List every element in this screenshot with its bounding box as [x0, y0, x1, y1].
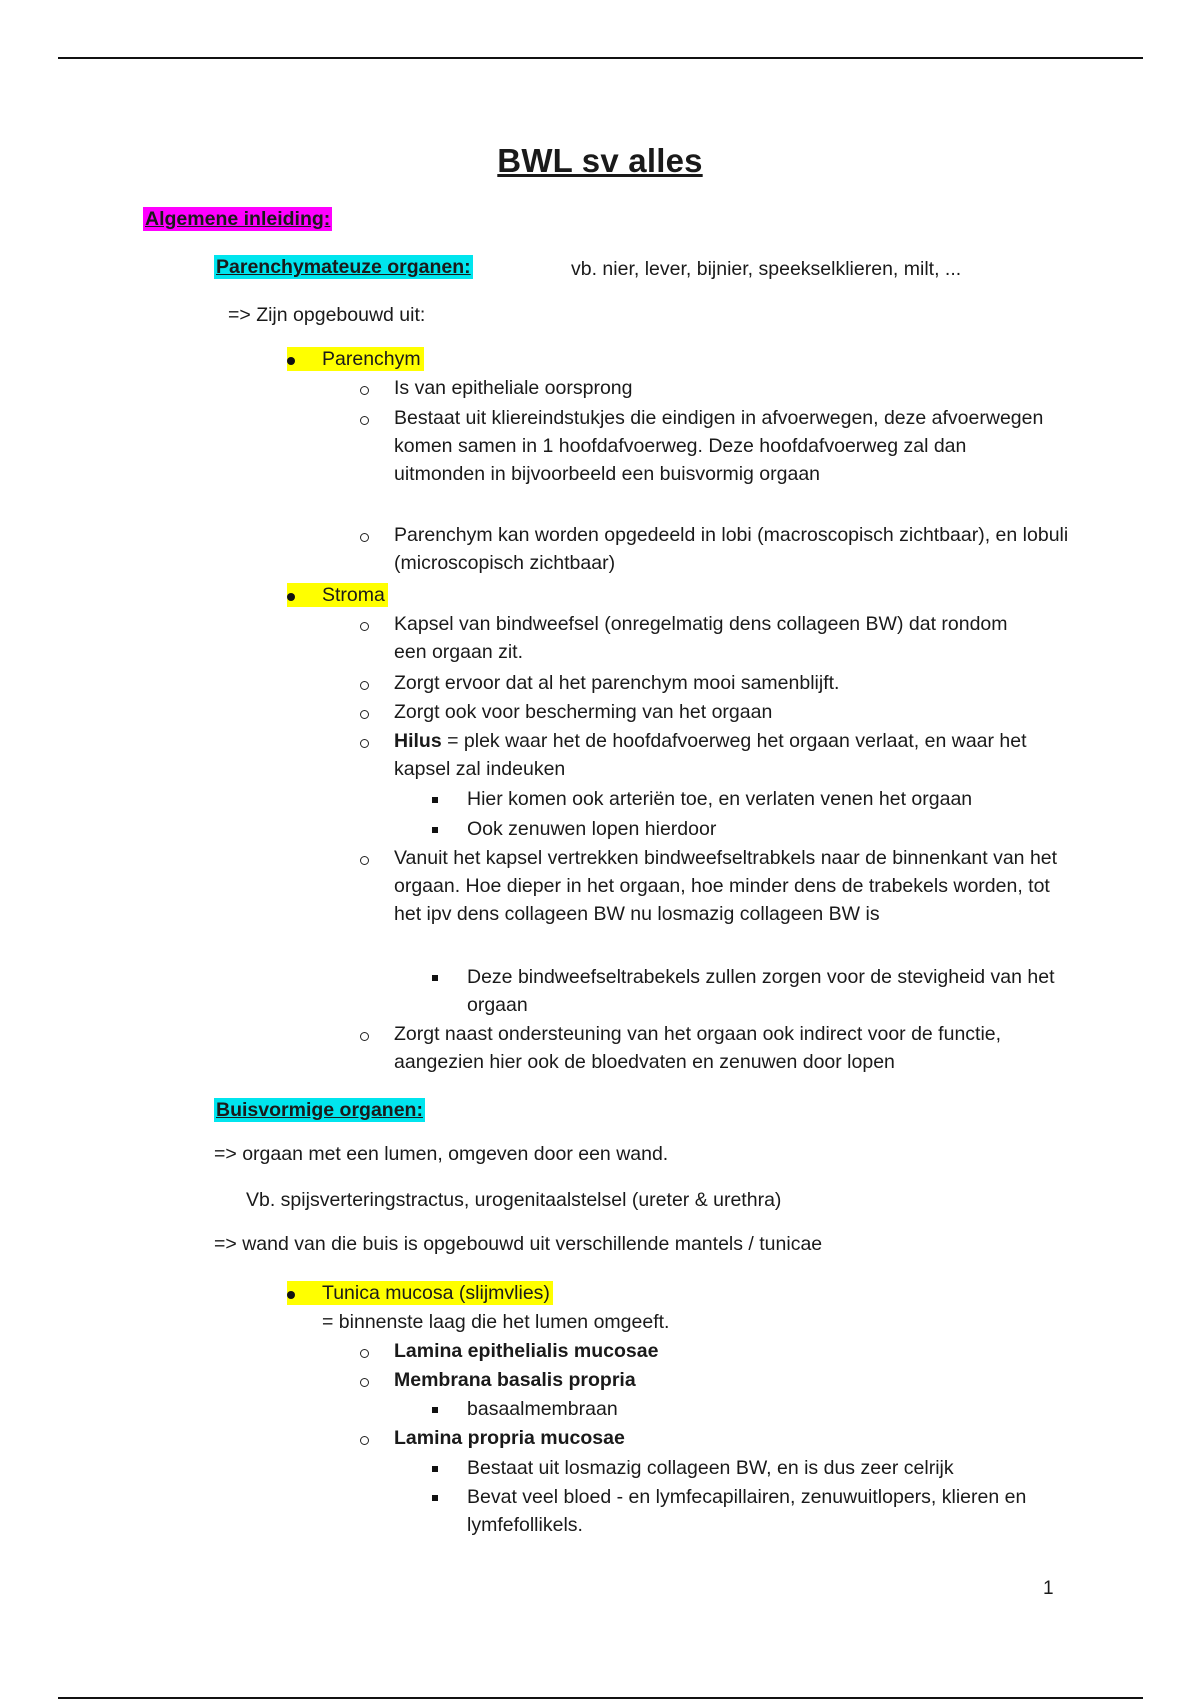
parenchym-item: Is van epitheliale oorsprong — [394, 377, 633, 399]
heading-parenchymatous — [214, 256, 473, 279]
heading-parenchymatous-text: Parenchymateuze organen: — [216, 256, 471, 278]
tubular-wall-text: => wand van die buis is opgebouwd uit verschillende mantels / tunicae — [214, 1233, 823, 1255]
lamina-propria: Lamina propria mucosae — [394, 1427, 625, 1449]
footer-rule — [58, 1697, 1143, 1699]
mucosa-label-text: Tunica mucosa (slijmvlies) — [287, 1281, 553, 1305]
bullet-circle — [360, 1378, 369, 1387]
membrana-basalis: Membrana basalis propria — [394, 1369, 636, 1391]
stroma-item: Zorgt ook voor bescherming van het orgaan — [394, 701, 773, 723]
parenchym-label-text: Parenchym — [287, 347, 424, 371]
bullet-dot — [287, 357, 295, 365]
stroma-item: Kapsel van bindweefsel (onregelmatig dens collageen BW) dat rondom een orgaan zit. — [394, 613, 1008, 663]
bullet-dot — [287, 1291, 295, 1299]
parenchym-label — [287, 348, 424, 371]
bullet-circle — [360, 386, 369, 395]
bullet-dot — [287, 593, 295, 601]
bullet-square — [432, 827, 438, 833]
stroma-hilus-item — [394, 727, 1074, 783]
parenchym-item: Bestaat uit kliereindstukjes die eindigen in afvoerwegen, deze afvoerwegen komen samen in 1 hoofdafvoerweg. Deze hoofdafvoerweg zal dan uitmonden in bijvoorbeeld een buisvormig orgaan — [394, 407, 1044, 485]
parenchym-item: Parenchym kan worden opgedeeld in lobi (macroscopisch zichtbaar), en lobuli (microscopisch zichtbaar) — [394, 524, 1069, 574]
hilus-sub-item: Hier komen ook arteriën toe, en verlaten venen het orgaan — [467, 788, 973, 810]
bullet-square — [432, 975, 438, 981]
hilus-term: Hilus — [394, 730, 442, 752]
heading-tubular-text: Buisvormige organen: — [216, 1099, 423, 1121]
section-heading-general — [143, 208, 332, 231]
section-heading-general-text: Algemene inleiding: — [145, 208, 331, 230]
document-title: BWL sv alles — [497, 142, 703, 179]
membrana-sub-item: basaalmembraan — [467, 1398, 618, 1420]
stroma-item: Zorgt naast ondersteuning van het orgaan ook indirect voor de functie, aangezien hier ook de bloedvaten en zenuwen door lopen — [394, 1023, 1002, 1073]
bullet-circle — [360, 416, 369, 425]
bullet-circle — [360, 1032, 369, 1041]
bullet-square — [432, 1466, 438, 1472]
bullet-circle — [360, 1349, 369, 1358]
bullet-square — [432, 797, 438, 803]
stroma-item: Vanuit het kapsel vertrekken bindweefseltrabkels naar de binnenkant van het orgaan. Hoe dieper in het orgaan, hoe minder dens de trabekels worden, tot het ipv dens collageen BW nu losmazig collageen BW is — [394, 847, 1058, 925]
bullet-circle — [360, 1436, 369, 1445]
tubular-definition: => orgaan met een lumen, omgeven door een wand. — [214, 1143, 669, 1165]
bullet-circle — [360, 533, 369, 542]
mucosa-description: = binnenste laag die het lumen omgeeft. — [322, 1311, 670, 1333]
lamina-propria-sub-item: Bevat veel bloed - en lymfecapillairen, zenuwuitlopers, klieren en lymfefollikels. — [467, 1486, 1027, 1536]
stroma-label-text: Stroma — [287, 583, 388, 607]
bullet-circle — [360, 710, 369, 719]
bullet-circle — [360, 739, 369, 748]
lamina-epithelialis: Lamina epithelialis mucosae — [394, 1340, 659, 1362]
mucosa-label — [287, 1282, 553, 1305]
bullet-square — [432, 1495, 438, 1501]
bullet-square — [432, 1407, 438, 1413]
parenchymatous-examples: vb. nier, lever, bijnier, speekselklieren, milt, ... — [571, 258, 962, 280]
page-number: 1 — [1043, 1578, 1054, 1599]
bullet-circle — [360, 681, 369, 690]
built-from-text: => Zijn opgebouwd uit: — [228, 304, 426, 326]
stroma-label — [287, 584, 388, 607]
heading-tubular — [214, 1099, 425, 1122]
lamina-propria-sub-item: Bestaat uit losmazig collageen BW, en is dus zeer celrijk — [467, 1457, 954, 1479]
trabekel-sub-item: Deze bindweefseltrabekels zullen zorgen voor de stevigheid van het orgaan — [467, 966, 1055, 1016]
bullet-circle — [360, 622, 369, 631]
stroma-item: Zorgt ervoor dat al het parenchym mooi samenblijft. — [394, 672, 840, 694]
hilus-sub-item: Ook zenuwen lopen hierdoor — [467, 818, 717, 840]
header-rule — [58, 57, 1143, 59]
bullet-circle — [360, 856, 369, 865]
tubular-examples: Vb. spijsverteringstractus, urogenitaalstelsel (ureter & urethra) — [246, 1189, 782, 1211]
hilus-text: = plek waar het de hoofdafvoerweg het orgaan verlaat, en waar het kapsel zal indeuken — [394, 730, 1027, 780]
